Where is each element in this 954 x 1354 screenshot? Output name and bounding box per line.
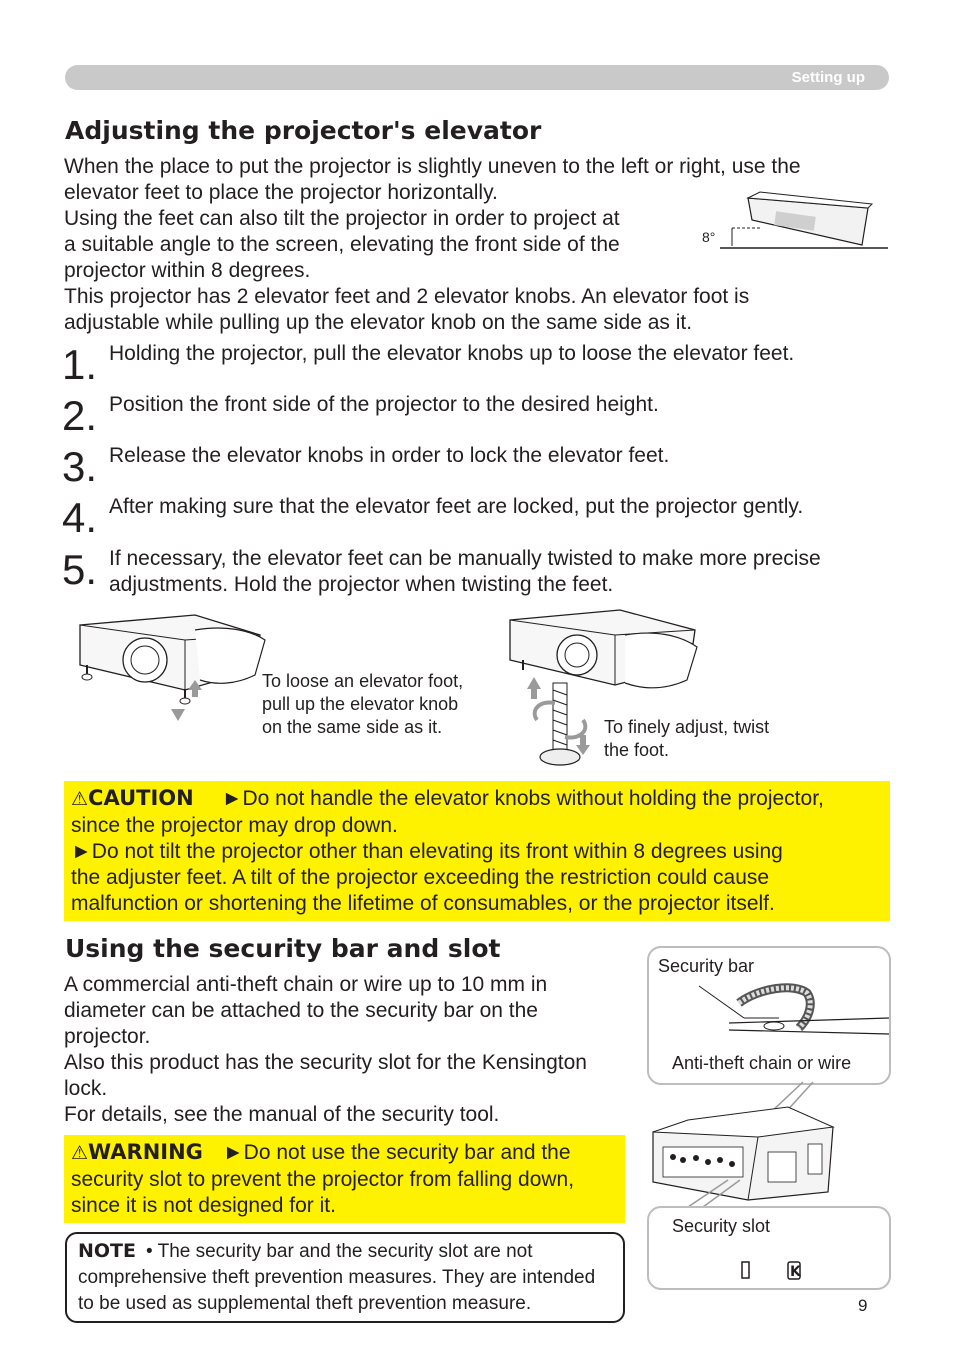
warning-line-1: ►Do not use the security bar and the [222,1141,571,1164]
intro-line: This projector has 2 elevator feet and 2 elevator knobs. An elevator foot is [64,285,750,308]
step-number: 3. [62,443,98,490]
elevator-section-title: Adjusting the projector's elevator [65,116,542,145]
note-line: comprehensive theft prevention measures. They are intended [78,1267,596,1288]
note-label: NOTE [78,1240,136,1262]
loose-foot-caption [262,670,497,739]
caption-line: To finely adjust, twist [604,717,770,737]
security-bar-chain-illustration [699,978,889,1053]
intro-line: Using the feet can also tilt the projector in order to project at [64,207,620,230]
security-line: projector. [64,1025,151,1048]
step-line: adjustments. Hold the projector when twisting the feet. [109,573,614,596]
caution-line: malfunction or shortening the lifetime of consumables, or the projector itself. [71,892,775,915]
caution-line [71,785,886,813]
svg-text:K: K [790,1264,801,1280]
caution-box [64,781,890,921]
step-text [109,341,889,367]
caution-line: the adjuster feet. A tilt of the projector exceeding the restriction could cause [71,866,770,889]
warning-line: since it is not designed for it. [71,1194,336,1217]
security-body [64,972,634,1128]
note-line: to be used as supplemental theft prevention measure. [78,1293,532,1314]
security-line: diameter can be attached to the security bar on the [64,999,538,1022]
security-bar-callout [647,946,891,1085]
page-number: 9 [858,1296,868,1315]
warning-text [71,1139,621,1219]
security-line: lock. [64,1077,108,1100]
step-text [109,546,889,598]
caution-line: ►Do not tilt the projector other than elevating its front within 8 degrees using [71,840,783,863]
twist-foot-caption [604,716,824,762]
intro-line: When the place to put the projector is slightly uneven to the left or right, use the [64,155,801,178]
note-line [78,1238,623,1265]
step-text [109,494,889,520]
kensington-slot-icon [741,1260,801,1282]
intro-line: projector within 8 degrees. [64,259,311,282]
security-line: For details, see the manual of the security tool. [64,1103,500,1126]
projector-lift-illustration [75,605,265,735]
security-slot-callout [647,1206,891,1290]
caption-line: the foot. [604,740,670,760]
step-number: 4. [62,494,98,541]
projector-rear-illustration [648,1082,888,1207]
caption-line: To loose an elevator foot, [262,671,464,691]
warning-line: security slot to prevent the projector from falling down, [71,1168,575,1191]
caution-text [71,785,886,917]
warning-label: WARNING [88,1140,203,1164]
security-bar-label: Security bar [658,956,755,976]
step-line: After making sure that the elevator feet are locked, put the projector gently. [109,495,804,518]
intro-line: a suitable angle to the screen, elevating the front side of the [64,233,620,256]
caution-label: CAUTION [88,786,194,810]
caution-line: since the projector may drop down. [71,814,398,837]
intro-line: elevator feet to place the projector horizontally. [64,181,498,204]
security-slot-label: Security slot [672,1216,771,1236]
step-line: Holding the projector, pull the elevator knobs up to loose the elevator feet. [109,342,795,365]
caution-line-1: ►Do not handle the elevator knobs without holding the projector, [221,787,824,810]
step-number: 1. [62,341,98,388]
section-label: Setting up [791,69,865,86]
step-line: Position the front side of the projector to the desired height. [109,393,659,416]
warning-triangle-icon: ⚠ [71,1143,89,1164]
step-number: 5. [62,546,98,593]
caption-line: on the same side as it. [262,717,443,737]
warning-triangle-icon: ⚠ [71,789,89,810]
section-header-bar [65,65,889,90]
note-line-1: • The security bar and the security slot are not [146,1241,533,1262]
security-section-title: Using the security bar and slot [65,934,501,963]
security-line: Also this product has the security slot for the Kensington [64,1051,587,1074]
caption-line: pull up the elevator knob [262,694,459,714]
warning-box [64,1135,625,1223]
intro-line: adjustable while pulling up the elevator knob on the same side as it. [64,311,693,334]
security-line: A commercial anti-theft chain or wire up to 10 mm in [64,973,548,996]
step-text [109,443,889,469]
step-text [109,392,889,418]
step-line: If necessary, the elevator feet can be manually twisted to make more precise [109,547,821,570]
step-line: Release the elevator knobs in order to lock the elevator feet. [109,444,670,467]
angle-label: 8° [702,229,716,245]
warning-line [71,1139,621,1167]
note-box [65,1232,625,1323]
note-text [78,1238,623,1317]
anti-theft-chain-label: Anti-theft chain or wire [672,1053,852,1073]
step-number: 2. [62,392,98,439]
tilt-angle-diagram [700,190,890,255]
